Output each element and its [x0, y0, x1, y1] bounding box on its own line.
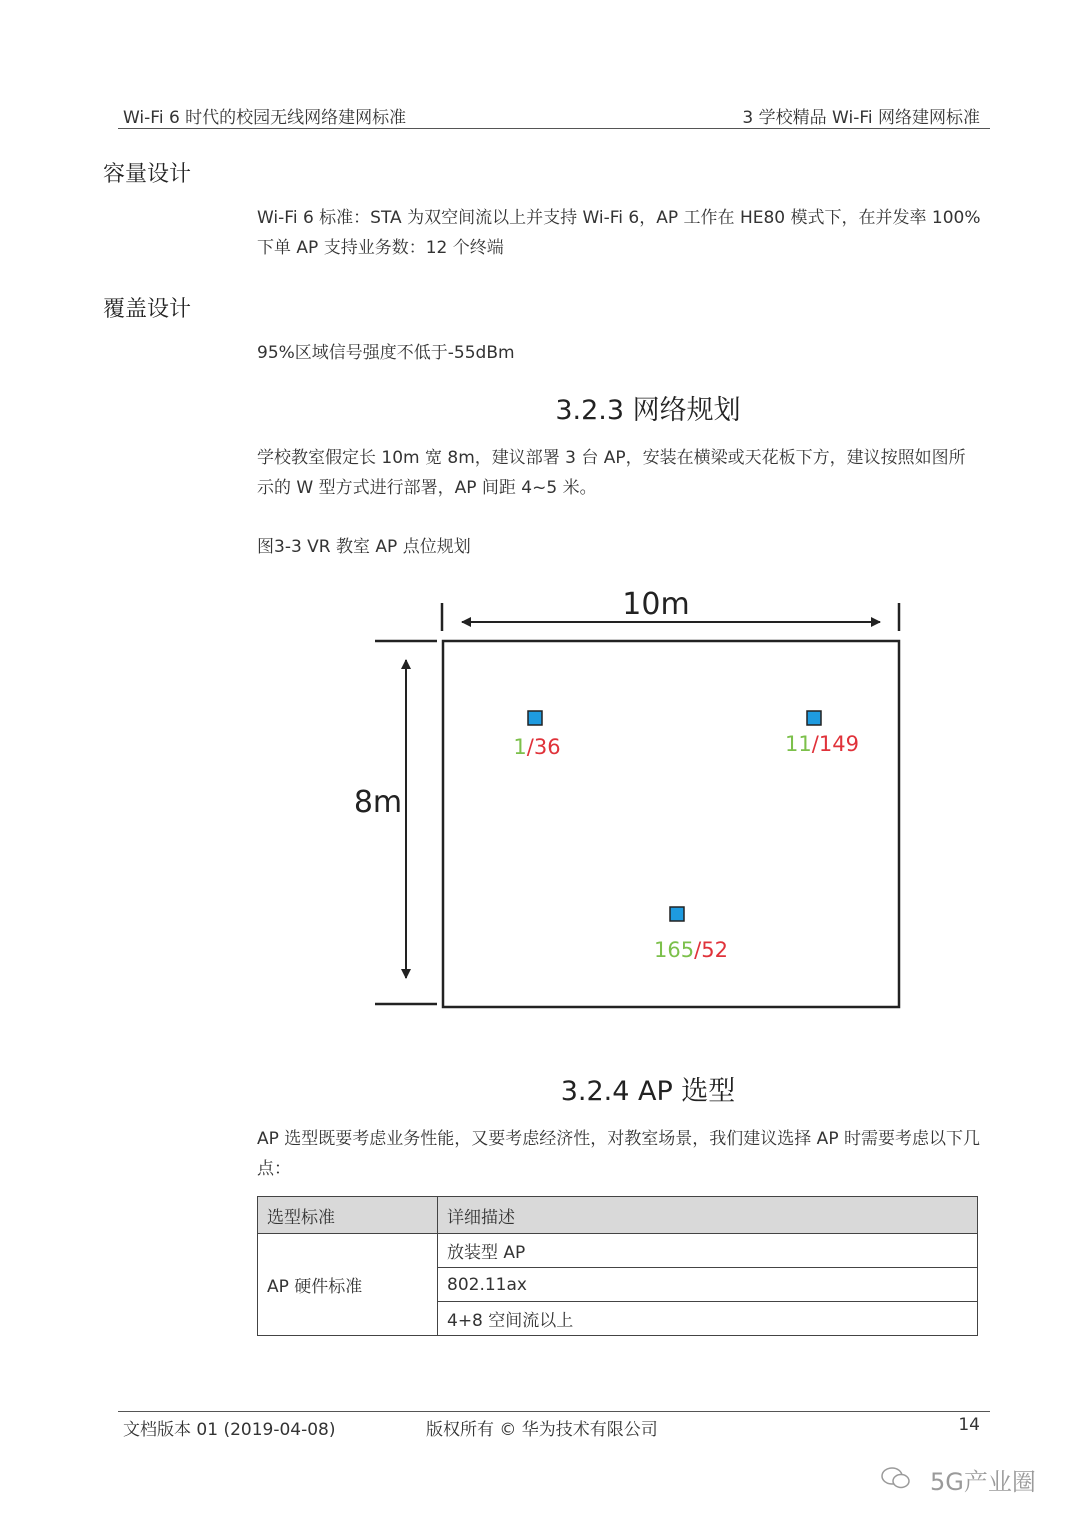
capacity-heading: 容量设计	[103, 162, 192, 187]
selection-paragraph: AP 选型既要考虑业务性能，又要考虑经济性，对教室场景，我们建议选择 AP 时需要考虑以下几点：	[257, 1129, 980, 1179]
ap-channel-label: 165/52	[654, 938, 728, 962]
footer-copyright: 版权所有 © 华为技术有限公司	[426, 1420, 658, 1440]
access-point-marker	[528, 711, 542, 725]
wechat-icon	[881, 1465, 911, 1491]
table-header-cell: 选型标准	[258, 1197, 438, 1234]
width-label: 10m	[622, 587, 690, 622]
capacity-paragraph: Wi-Fi 6 标准：STA 为双空间流以上并支持 Wi-Fi 6，AP 工作在 HE80 模式下，在并发率 100%下单 AP 支持业务数：12 个终端	[257, 208, 981, 258]
ap-channel-label: 11/149	[785, 732, 859, 756]
footer-page-number: 14	[958, 1415, 980, 1435]
table-header-cell: 详细描述	[438, 1197, 978, 1234]
watermark-text: 5G产业圈	[930, 1468, 1036, 1496]
header-chapter: 3 学校精品 Wi-Fi 网络建网标准	[742, 108, 980, 128]
table-cell: 4+8 空间流以上	[438, 1302, 978, 1336]
figure-caption: 图3-3 VR 教室 AP 点位规划	[257, 537, 471, 557]
header-title: Wi-Fi 6 时代的校园无线网络建网标准	[123, 108, 407, 128]
table-header-row	[258, 1197, 978, 1234]
section-heading-ap-selection: 3.2.4 AP 选型	[560, 1076, 736, 1107]
table-cell: 放装型 AP	[438, 1234, 978, 1268]
section-heading-network-planning: 3.2.3 网络规划	[555, 395, 741, 426]
table-row	[258, 1234, 978, 1268]
ap-channel-label: 1/36	[513, 735, 561, 759]
footer-divider	[118, 1411, 990, 1412]
coverage-paragraph: 95%区域信号强度不低于-55dBm	[257, 343, 515, 363]
ap-selection-table	[257, 1196, 978, 1336]
access-point-marker	[670, 907, 684, 921]
access-point-marker	[807, 711, 821, 725]
table-cell: 802.11ax	[438, 1268, 978, 1302]
table-group-label: AP 硬件标准	[258, 1234, 438, 1336]
height-label: 8m	[353, 785, 403, 820]
footer-doc-version: 文档版本 01 (2019-04-08)	[123, 1420, 336, 1440]
coverage-heading: 覆盖设计	[103, 297, 192, 322]
planning-paragraph: 学校教室假定长 10m 宽 8m，建议部署 3 台 AP，安装在横梁或天花板下方，建议按照如图所示的 W 型方式进行部署，AP 间距 4~5 米。	[257, 448, 966, 498]
